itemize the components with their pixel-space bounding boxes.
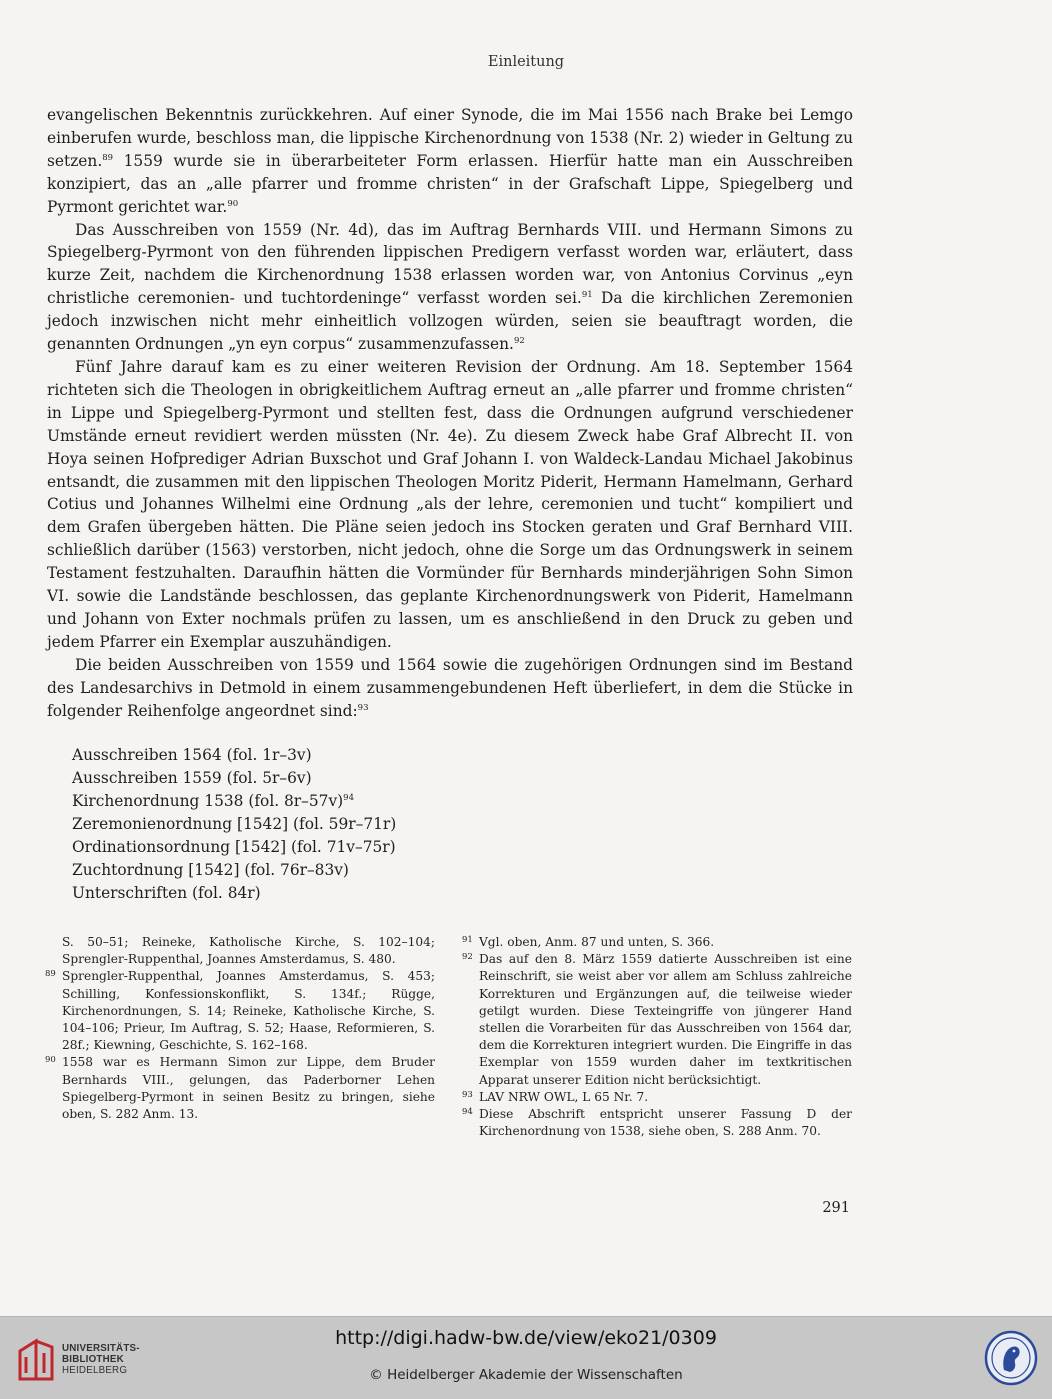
footnote-91: 91 Vgl. oben, Anm. 87 und unten, S. 366.	[462, 935, 715, 949]
paragraph-4: Die beiden Ausschreiben von 1559 und 1564 sowie die zugehörigen Ordnungen sind im Bestand des Landesarchivs in Detmold in einem zusammengebundenen Heft überliefert, in dem die Stücke in folgender Reihenfolge angeordnet sind:$^{93}$	[47, 655, 853, 720]
list-item: Zuchtordnung [1542] (fol. 76r–83v)	[72, 861, 349, 880]
footnote-89: 89 Sprengler-Ruppenthal, Joannes Amsterdamus, S. 453; Schilling, Konfessionskonflikt, S. 134f.; Rügge, Kirchenordnungen, S. 14; Reineke, Katholische Kirche, S. 104–106; Prieur, Im Auftrag, S. 52; Haase, Reformieren, S. 28f.; Kiewning, Geschichte, S. 162–168.	[45, 969, 435, 1053]
running-head: Einleitung	[487, 54, 565, 70]
copyright-notice: © Heidelberger Akademie der Wissenschaften	[369, 1367, 683, 1383]
footnote-ref-90[interactable]: 90	[227, 198, 239, 209]
footnote-ref-94[interactable]: 94	[343, 793, 354, 804]
list-item: Zeremonienordnung [1542] (fol. 59r–71r)	[72, 815, 397, 834]
page-number: 291	[822, 1200, 850, 1216]
footnote-93: 93 LAV NRW OWL, L 65 Nr. 7.	[462, 1089, 649, 1104]
footnote-continued: S. 50–51; Reineke, Katholische Kirche, S. 102–104; Sprengler-Ruppenthal, Joannes Amsterdamus, S. 480.	[62, 935, 435, 967]
footnotes-left-column	[45, 934, 435, 1123]
academy-seal-icon[interactable]	[984, 1330, 1038, 1386]
footnote-94: 94 Diese Abschrift entspricht unserer Fassung D der Kirchenordnung von 1538, siehe oben, S. 288 Anm. 70.	[462, 1107, 852, 1139]
viewer-footer	[0, 1316, 1052, 1399]
paragraph-1: evangelischen Bekenntnis zurückkehren. Auf einer Synode, die im Mai 1556 nach Brake bei Lemgo einberufen wurde, beschloss man, die lippische Kirchenordnung von 1538 (Nr. 2) wieder in Geltung zu setzen.$^{89}$ 1559 wurde sie in überarbeiteter Form erlassen. Hierfür hatte man ein Ausschreiben konzipiert, das an „alle pfarrer und fromme christen“ in der Grafschaft Lippe, Spiegelberg und Pyrmont gerichtet war.$^{90}$	[47, 106, 853, 216]
footnotes-right-column	[462, 934, 852, 1140]
paragraph-3: Fünf Jahre darauf kam es zu einer weiteren Revision der Ordnung. Am 18. September 1564 richteten sich die Theologen in obrigkeitlichem Auftrag erneut an „alle pfarrer und fromme christen“ in Lippe und Spiegelberg-Pyrmont und stellten fest, dass die Ordnungen aufgrund verschiedener Umstände erneut revidiert werden müssten (Nr. 4e). Zu diesem Zweck habe Graf Albrecht II. von Hoya seinen Hofprediger Adrian Buxschot und Graf Johann I. von Waldeck-Landau Michael Jakobinus entsandt, die zusammen mit den lippischen Theologen Moritz Piderit, Hermann Hamelmann, Gerhard Cotius und Johannes Wilhelmi eine Ordnung „als der lehre, ceremonien und tucht“ kompiliert und dem Grafen übergeben hätten. Die Pläne seien jedoch ins Stocken geraten und Graf Bernhard VIII. schließlich darüber (1563) verstorben, nicht jedoch, ohne die Sorge um das Ordnungswerk in seinem Testament festzuhalten. Daraufhin hätten die Vormünder für Bernhards minderjährigen Sohn Simon VI. sowie die Landstände beschlossen, das geplante Kirchenordnungswerk von Piderit, Hamelmann und Johann von Exter nochmals prüfen zu lassen, um es anschließend in den Druck zu geben und jedem Pfarrer ein Exemplar auszuhändigen.	[47, 357, 853, 651]
permalink-url[interactable]: http://digi.hadw-bw.de/view/eko21/0309	[335, 1327, 717, 1349]
list-item: Ausschreiben 1564 (fol. 1r–3v)	[72, 746, 312, 765]
list-item: Kirchenordnung 1538 (fol. 8r–57v)$^{94}$	[72, 792, 354, 811]
manuscript-contents-list	[72, 744, 853, 905]
list-item: Ordinationsordnung [1542] (fol. 71v–75r)	[72, 838, 396, 857]
footnote-90: 90 1558 war es Hermann Simon zur Lippe, dem Bruder Bernhards VIII., gelungen, das Paderborner Lehen Spiegelberg-Pyrmont in seinen Besitz zu bringen, siehe oben, S. 282 Anm. 13.	[45, 1055, 435, 1122]
footnote-ref-92[interactable]: 92	[513, 336, 525, 347]
footnote-ref-93[interactable]: 93	[357, 702, 369, 713]
list-item: Ausschreiben 1559 (fol. 5r–6v)	[72, 769, 312, 788]
footnote-ref-89[interactable]: 89	[102, 152, 114, 163]
paragraph-2: Das Ausschreiben von 1559 (Nr. 4d), das im Auftrag Bernhards VIII. und Hermann Simons zu Spiegelberg-Pyrmont von den führenden lippischen Predigern verfasst worden war, erläutert, dass kurze Zeit, nachdem die Kirchenordnung 1538 erlassen worden war, von Antonius Corvinus „eyn christliche ceremonien- und tuchtordeninge“ verfasst worden sei.$^{91}$ Da die kirchlichen Zeremonien jedoch inzwischen nicht mehr einheitlich vollzogen würden, seien sie beauftragt worden, die genannten Ordnungen „yn eyn corpus“ zusammenzufassen.$^{92}$	[47, 220, 853, 354]
library-logo-text: UNIVERSITÄTS- BIBLIOTHEK HEIDELBERG	[62, 1343, 140, 1376]
footnote-ref-91[interactable]: 91	[581, 290, 593, 301]
footnote-92: 92 Das auf den 8. März 1559 datierte Ausschreiben ist eine Reinschrift, sie weist aber vor allem am Schluss zahlreiche Korrekturen und Ergänzungen auf, die teilweise wieder getilgt wurden. Diese Texteingriffe von jüngerer Hand stellen die Vorarbeiten für das Ausschreiben von 1564 dar, dem die Korrekturen integriert wurden. Die Eingriffe in das Exemplar von 1559 wurden daher im textkritischen Apparat unserer Edition nicht berücksichtigt.	[462, 952, 852, 1087]
main-text	[47, 104, 853, 905]
list-item: Unterschriften (fol. 84r)	[72, 884, 261, 903]
